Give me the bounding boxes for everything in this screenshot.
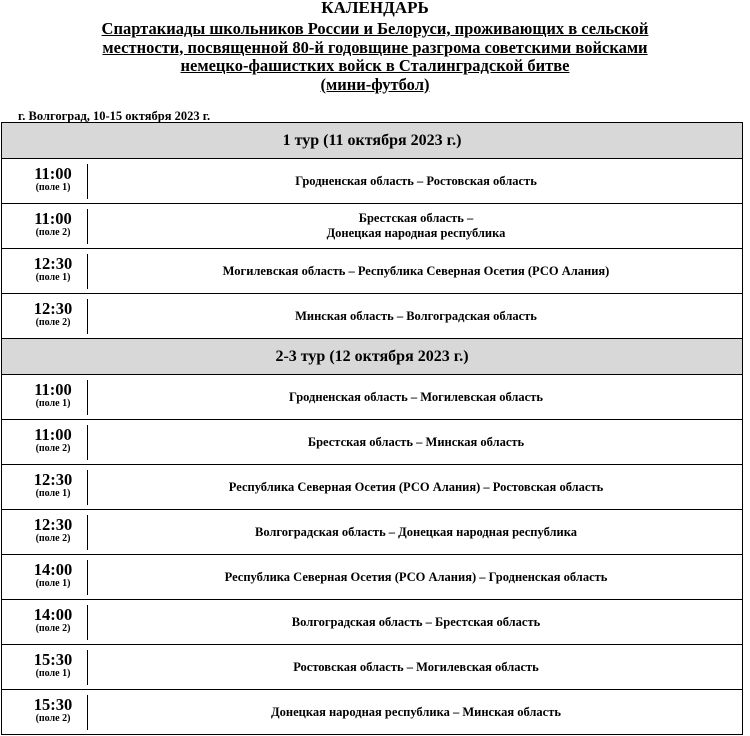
match-field: (поле 1) xyxy=(35,668,71,679)
match-teams xyxy=(90,420,742,464)
match-field: (поле 2) xyxy=(35,623,71,634)
match-teams-line: Ростовская область – Могилевская область xyxy=(293,659,539,674)
match-row xyxy=(2,420,742,465)
match-row xyxy=(2,555,742,600)
match-row xyxy=(2,510,742,555)
page-subtitle xyxy=(0,20,750,94)
match-row xyxy=(2,375,742,420)
match-teams-line: Волгоградская область – Донецкая народная республика xyxy=(254,524,577,539)
match-teams-line: Могилевская область – Республика Северная Осетия (РСО Алания) xyxy=(222,263,610,278)
match-field: (поле 1) xyxy=(35,272,71,283)
match-row xyxy=(2,204,742,249)
time-cell xyxy=(19,380,88,415)
match-row xyxy=(2,465,742,510)
match-field: (поле 1) xyxy=(35,488,71,499)
match-time: 12:30 xyxy=(33,254,73,273)
match-teams-line: Республика Северная Осетия (РСО Алания) – Гродненская область xyxy=(224,569,608,584)
page-title: КАЛЕНДАРЬ xyxy=(321,0,429,17)
match-time: 12:30 xyxy=(33,299,73,318)
match-field: (поле 1) xyxy=(35,578,71,589)
schedule-table xyxy=(1,122,743,735)
match-teams-line: Брестская область – Минская область xyxy=(307,434,525,449)
place-date: г. Волгоград, 10-15 октября 2023 г. xyxy=(18,109,211,123)
match-teams xyxy=(90,249,742,293)
match-teams-line: Брестская область – xyxy=(358,211,474,225)
time-cell xyxy=(19,695,88,730)
match-teams xyxy=(90,465,742,509)
time-cell xyxy=(19,254,88,289)
match-row xyxy=(2,159,742,204)
match-teams xyxy=(90,690,742,734)
match-time: 11:00 xyxy=(34,380,72,399)
match-teams-line: Минская область – Волгоградская область xyxy=(295,308,537,323)
subtitle-line: местности, посвященной 80-й годовщине разгрома советскими войсками xyxy=(102,37,648,57)
match-time: 15:30 xyxy=(33,650,73,669)
match-field: (поле 2) xyxy=(35,227,71,238)
match-teams-line: Гродненская область – Могилевская область xyxy=(289,389,543,404)
match-teams xyxy=(90,555,742,599)
match-row xyxy=(2,690,742,735)
match-field: (поле 2) xyxy=(35,443,71,454)
match-teams xyxy=(90,159,742,203)
match-field: (поле 1) xyxy=(35,398,71,409)
match-field: (поле 1) xyxy=(35,182,71,193)
match-teams-line: Республика Северная Осетия (РСО Алания) – Ростовская область xyxy=(228,479,604,494)
subtitle-line: Спартакиады школьников России и Белоруси, проживающих в сельской xyxy=(101,19,649,38)
match-time: 12:30 xyxy=(33,470,73,489)
subtitle-line: немецко-фашистких войск в Сталинградской битве xyxy=(180,56,570,75)
match-time: 14:00 xyxy=(33,605,73,624)
time-cell xyxy=(19,605,88,640)
match-teams xyxy=(90,375,742,419)
match-time: 11:00 xyxy=(34,425,72,444)
match-field: (поле 2) xyxy=(35,317,71,328)
match-time: 11:00 xyxy=(34,209,72,228)
match-teams xyxy=(90,510,742,554)
match-teams-line: Донецкая народная республика xyxy=(326,226,506,240)
match-time: 11:00 xyxy=(34,164,72,183)
match-teams-line: Донецкая народная республика – Минская область xyxy=(271,704,561,719)
match-row xyxy=(2,645,742,690)
match-row xyxy=(2,249,742,294)
time-cell xyxy=(19,299,88,334)
match-teams-line: Гродненская область – Ростовская область xyxy=(295,173,537,188)
subtitle-line: (мини-футбол) xyxy=(320,74,430,94)
match-row xyxy=(2,294,742,339)
time-cell xyxy=(19,515,88,550)
match-time: 14:00 xyxy=(33,560,73,579)
match-teams xyxy=(90,294,742,338)
match-teams-line: Волгоградская область – Брестская область xyxy=(291,614,541,629)
match-teams xyxy=(90,204,742,248)
match-field: (поле 2) xyxy=(35,713,71,724)
round-header: 1 тур (11 октября 2023 г.) xyxy=(2,123,742,159)
match-teams xyxy=(90,600,742,644)
time-cell xyxy=(19,470,88,505)
round-header: 2-3 тур (12 октября 2023 г.) xyxy=(2,339,742,375)
match-time: 15:30 xyxy=(33,695,73,714)
time-cell xyxy=(19,425,88,460)
match-time: 12:30 xyxy=(33,515,73,534)
time-cell xyxy=(19,650,88,685)
time-cell xyxy=(19,164,88,199)
time-cell xyxy=(19,209,88,244)
time-cell xyxy=(19,560,88,595)
match-row xyxy=(2,600,742,645)
match-field: (поле 2) xyxy=(35,533,71,544)
match-teams xyxy=(90,645,742,689)
